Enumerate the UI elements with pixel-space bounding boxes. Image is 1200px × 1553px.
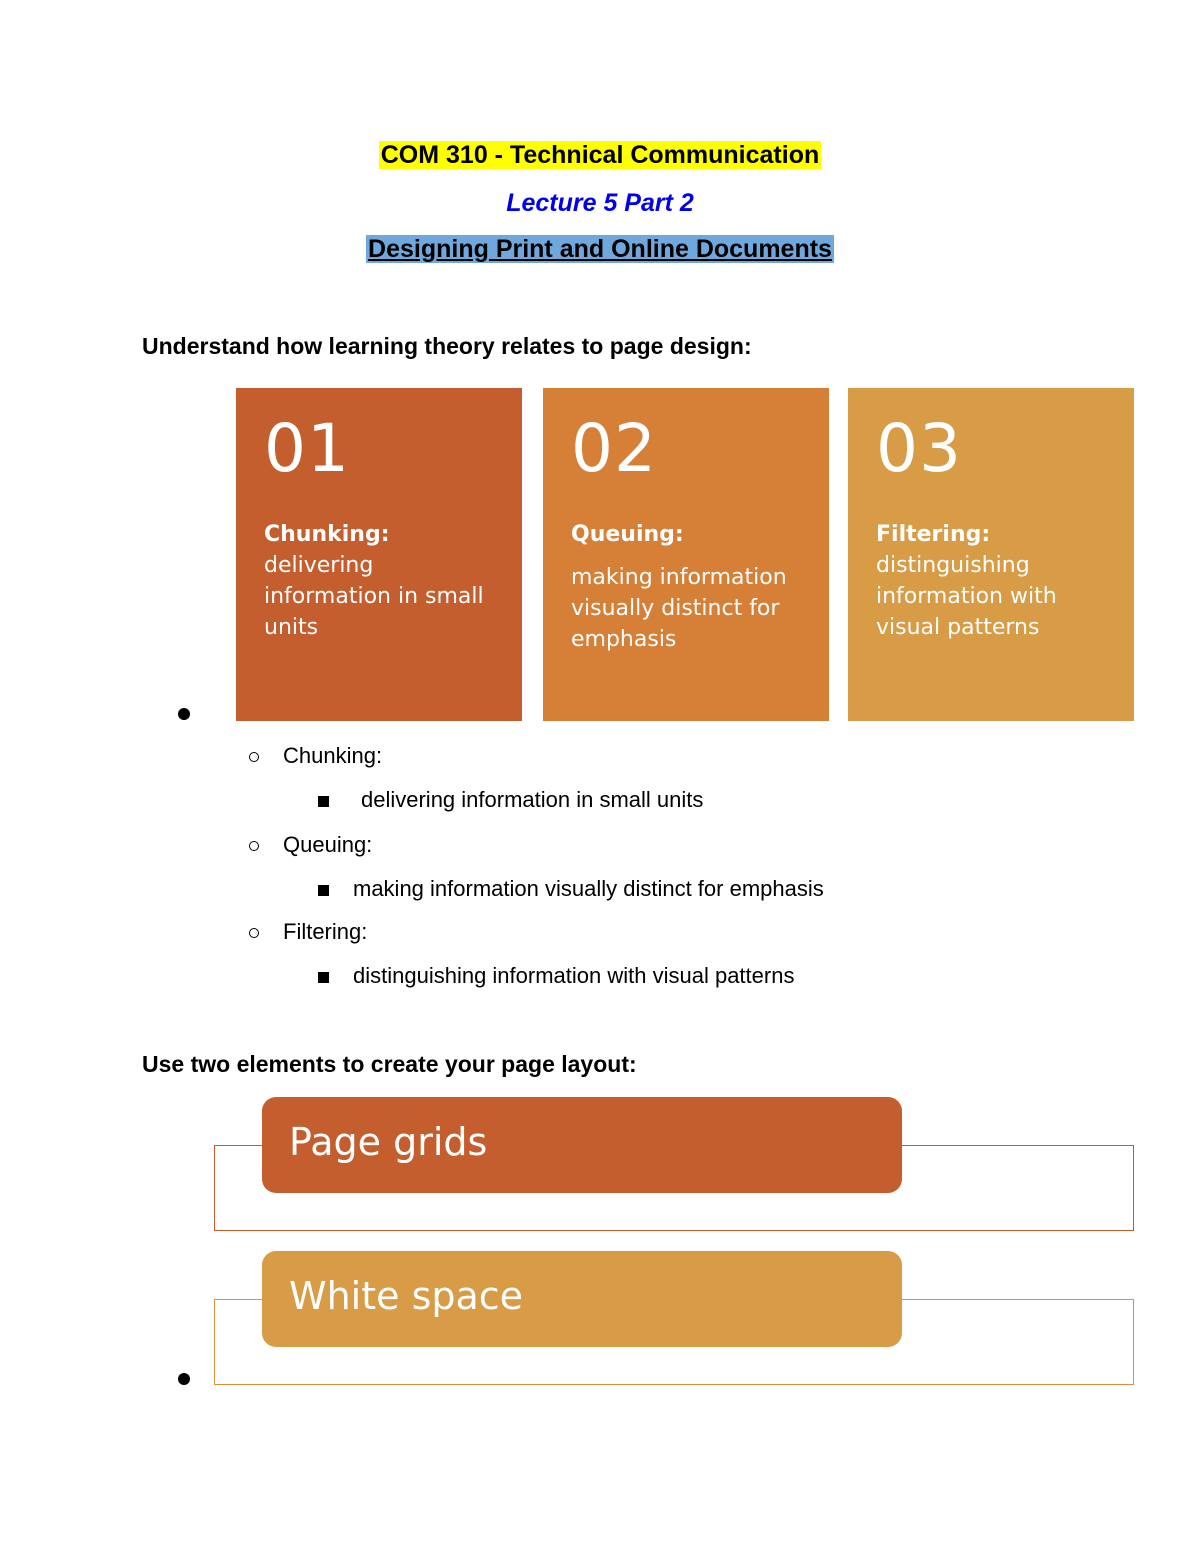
list-circle-bullet: [249, 928, 259, 938]
list-square-bullet: [318, 796, 329, 807]
course-title: [0, 141, 1200, 170]
card-queuing: [543, 388, 829, 721]
list-item-term: Chunking:: [283, 743, 383, 768]
list-circle-bullet: [249, 841, 259, 851]
card-title: Filtering:: [876, 522, 991, 547]
page-grids-box: Page grids: [262, 1097, 902, 1193]
list-item-detail: making information visually distinct for emphasis: [353, 876, 824, 901]
section-heading-learning-theory: Understand how learning theory relates to page design:: [142, 333, 752, 359]
list-item-term: Queuing:: [283, 832, 373, 857]
card-chunking: [236, 388, 522, 721]
card-description: distinguishing information with visual patterns: [876, 553, 1057, 640]
card-number: 01: [264, 410, 350, 487]
section-heading-page-layout: Use two elements to create your page layout:: [142, 1051, 637, 1077]
document-title-text: Designing Print and Online Documents: [368, 235, 832, 263]
card-title: Chunking:: [264, 522, 390, 547]
list-item-detail: distinguishing information with visual patterns: [353, 963, 795, 988]
list-circle-bullet: [249, 752, 259, 762]
card-description: delivering information in small units: [264, 553, 484, 640]
card-title: Queuing:: [571, 522, 684, 547]
card-description: making information visually distinct for emphasis: [571, 565, 787, 652]
document-title: [0, 235, 1200, 264]
card-filtering: [848, 388, 1134, 721]
card-number: 02: [571, 410, 657, 487]
white-space-box: White space: [262, 1251, 902, 1347]
list-item-term: Filtering:: [283, 919, 368, 944]
list-square-bullet: [318, 885, 329, 896]
list-square-bullet: [318, 972, 329, 983]
lecture-label: Lecture 5 Part 2: [506, 189, 694, 217]
bullet-dot: [178, 1373, 190, 1385]
course-title-text: COM 310 - Technical Communication: [380, 141, 820, 169]
bullet-dot: [178, 708, 190, 720]
card-number: 03: [876, 410, 962, 487]
list-item-detail: delivering information in small units: [361, 787, 704, 812]
